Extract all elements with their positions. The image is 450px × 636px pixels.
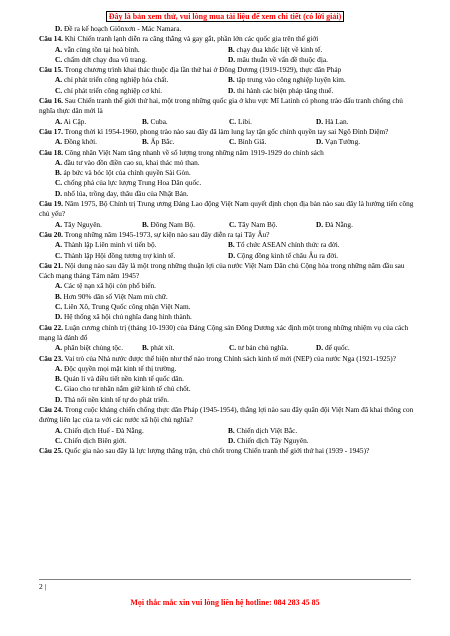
option-b: B. Quản lí và điều tiết nền kinh tế quốc dân. <box>55 374 184 384</box>
question-stem: Trong thời kì 1954-1960, phong trào nào sau đây đã làm lung lay tận gốc chính quyền tay sai Ngô Đình Diệm? <box>64 126 389 136</box>
question-stem: Trong chương trình khai thác thuộc địa lần thứ hai ở Đông Dương (1919-1929), thực dân Pháp <box>64 65 342 75</box>
option-c: C. chấm dứt chạy đua vũ trang. <box>55 54 147 64</box>
lead-option <box>39 24 419 34</box>
options-row <box>39 55 419 65</box>
option-b: B. Cuba. <box>142 116 168 126</box>
option-d: D. đế quốc. <box>316 343 350 353</box>
option-c: C. Bình Giã. <box>229 137 267 147</box>
question-stem: Trong những năm 1945-1973, sự kiện nào sau đây diễn ra tại Tây Âu? <box>64 229 270 239</box>
option-c: C. Giao cho tư nhân nắm giữ kinh tế chủ chốt. <box>55 384 191 394</box>
options-row <box>39 45 419 55</box>
question-number: Câu 24. <box>39 404 63 414</box>
footer-divider <box>39 579 411 580</box>
options-row <box>39 240 419 250</box>
option-d: D. thi hành các biện pháp tăng thuế. <box>228 85 334 95</box>
options-row <box>39 75 419 85</box>
option-a: A. Tây Nguyên. <box>55 219 102 229</box>
hotline-banner: Mọi thắc mắc xin vui lòng liên hệ hotline: 084 283 45 85 <box>130 598 320 607</box>
question-14 <box>39 34 419 44</box>
question-number: Câu 20. <box>39 229 63 239</box>
options-row <box>39 426 419 436</box>
option-d: D. nhổ lúa, trồng đay, thâu đầu của Nhật Bản. <box>55 188 189 198</box>
question-24 <box>39 405 419 426</box>
question-22 <box>39 323 419 344</box>
page-number: 2 | <box>39 582 47 591</box>
option-c: C. chỉ phát triển công nghiệp cơ khí. <box>55 85 163 95</box>
option-a: A. phân biệt chủng tộc. <box>55 343 124 353</box>
question-stem: Quốc gia nào sau đây là lực lượng thăng trận, chủ chốt trong Chiến tranh thế giới thứ hai (1939 - 1945)? <box>64 446 370 456</box>
option-a: A. Thành lập Liên minh vì tiến bộ. <box>55 240 157 250</box>
question-17 <box>39 127 419 137</box>
option-a: A. Các tệ nạn xã hội còn phổ biến. <box>55 281 156 291</box>
question-number: Câu 14. <box>39 34 63 44</box>
question-25 <box>39 446 419 456</box>
question-23 <box>39 354 419 364</box>
question-stem: Luận cương chính trị (tháng 10-1930) của Đảng Cộng sản Đông Dương xác định một trong những nhiệm vụ của cách mạng là đánh đổ <box>39 322 409 342</box>
option-text: Đề ra kế hoạch Giônxơn - Mác Namara. <box>63 24 182 33</box>
option-c: C. chống phá của lực lượng Trung Hoa Dân quốc. <box>55 178 202 188</box>
question-number: Câu 17. <box>39 126 63 136</box>
preview-banner-text: Đây là bản xem thử, vui lòng mua tài liệu để xem chi tiết (có lời giải) <box>106 11 345 22</box>
question-16 <box>39 96 419 117</box>
question-number: Câu 15. <box>39 65 63 75</box>
option-b: B. chạy đua khốc liệt về kinh tế. <box>228 44 323 54</box>
question-stem: Công nhân Việt Nam tăng nhanh về số lượng trong những năm 1919-1929 do chính sách <box>64 147 324 157</box>
options-row <box>39 251 419 261</box>
option-a: A. vẫn cùng tồn tại hoà bình. <box>55 44 140 54</box>
option-b: B. Đông Nam Bộ. <box>142 219 195 229</box>
question-number: Câu 23. <box>39 353 63 363</box>
option-label: D. <box>55 24 63 33</box>
question-stem: Trong cuộc kháng chiến chống thực dân Pháp (1945-1954), thắng lợi nào sau đây quân đội Việt Nam đã khai thông con đường liên lạc của ta với các nước xã hội chủ nghĩa? <box>39 404 414 425</box>
option-d: D. Hệ thống xã hội chủ nghĩa đang hình thành. <box>55 312 192 322</box>
option-c: C. Libi. <box>229 116 252 126</box>
options-row <box>39 343 419 353</box>
question-20 <box>39 230 419 240</box>
question-number: Câu 16. <box>39 96 63 106</box>
question-stem: Vai trò của Nhà nước được thể hiện như thế nào trong Chính sách kinh tế mới (NEP) của nước Nga (1921-1925)? <box>64 353 396 363</box>
option-a: A. Đồng khởi. <box>55 137 97 147</box>
option-c: C. tư bản chủ nghĩa. <box>229 343 289 353</box>
options-row <box>39 220 419 230</box>
options-row <box>39 86 419 96</box>
option-b: B. tập trung vào công nghiệp luyện kim. <box>228 75 346 85</box>
option-b: B. Ấp Bắc. <box>142 137 175 147</box>
option-b: B. Chiến dịch Việt Bắc. <box>228 425 298 435</box>
question-21 <box>39 261 419 282</box>
question-number: Câu 25. <box>39 446 63 456</box>
option-a: A. đầu tư vào đồn điền cao su, khai thác mỏ than. <box>55 157 200 167</box>
option-c: C. Thành lập Hội đồng tương trợ kinh tế. <box>55 250 176 260</box>
question-stem: Sau Chiến tranh thế giới thứ hai, một trong những quốc gia ở khu vực Mĩ Latinh có phong trào đấu tranh chống chủ nghĩa thực dân mới là <box>39 96 403 116</box>
option-a: A. Độc quyền mọi mặt kinh tế thị trường. <box>55 363 177 373</box>
option-b: B. Hơn 90% dân số Việt Nam mù chữ. <box>55 291 168 301</box>
option-b: B. áp bức và bóc lột của chính quyền Sài Gòn. <box>55 168 191 178</box>
option-a: A. Ai Cập. <box>55 116 87 126</box>
question-number: Câu 22. <box>39 322 63 332</box>
option-b: B. phát xít. <box>142 343 175 353</box>
option-a: A. chỉ phát triển công nghiệp hóa chất. <box>55 75 169 85</box>
question-stem: Nội dung nào sau đây là một trong những thuận lợi của nước Việt Nam Dân chủ Cộng hòa trong những năm đầu sau Cách mạng tháng Tám năm 1945? <box>39 260 405 281</box>
option-d: D. Cộng đồng kinh tế châu Âu ra đời. <box>228 250 339 260</box>
option-d: D. Thả nổi nền kinh tế tự do phát triển. <box>55 394 169 404</box>
options-row <box>39 436 419 446</box>
question-15 <box>39 65 419 75</box>
option-c: C. Liên Xô, Trung Quốc công nhận Việt Nam. <box>55 302 191 312</box>
option-d: D. mâu thuẫn về vấn đề thuộc địa. <box>228 54 328 64</box>
option-b: B. Tổ chức ASEAN chính thức ra đời. <box>228 240 340 250</box>
document-body <box>39 24 419 456</box>
question-19 <box>39 199 419 220</box>
option-d: D. Chiến dịch Tây Nguyên. <box>228 435 309 445</box>
option-c: C. Tây Nam Bộ. <box>229 219 278 229</box>
option-d: D. Vạn Tường. <box>316 137 361 147</box>
options-row <box>39 117 419 127</box>
preview-banner <box>0 12 450 21</box>
question-number: Câu 21. <box>39 260 63 270</box>
question-number: Câu 18. <box>39 147 63 157</box>
option-c: C. Chiến dịch Biên giới. <box>55 435 127 445</box>
question-stem: Khi Chiến tranh lạnh diễn ra căng thẳng và gay gắt, phần lớn các quốc gia trên thế giới <box>64 34 319 44</box>
option-a: A. Chiến dịch Huế - Đà Nẵng. <box>55 425 144 435</box>
option-d: D. Hà Lan. <box>316 116 349 126</box>
question-18 <box>39 148 419 158</box>
question-stem: Năm 1975, Bộ Chính trị Trung ương Đảng Lao động Việt Nam quyết định chọn địa bàn nào sau đây là hướng tiến công chủ yếu? <box>39 199 414 219</box>
question-number: Câu 19. <box>39 199 63 209</box>
option-d: D. Đà Nẵng. <box>316 219 353 229</box>
options-row <box>39 137 419 147</box>
